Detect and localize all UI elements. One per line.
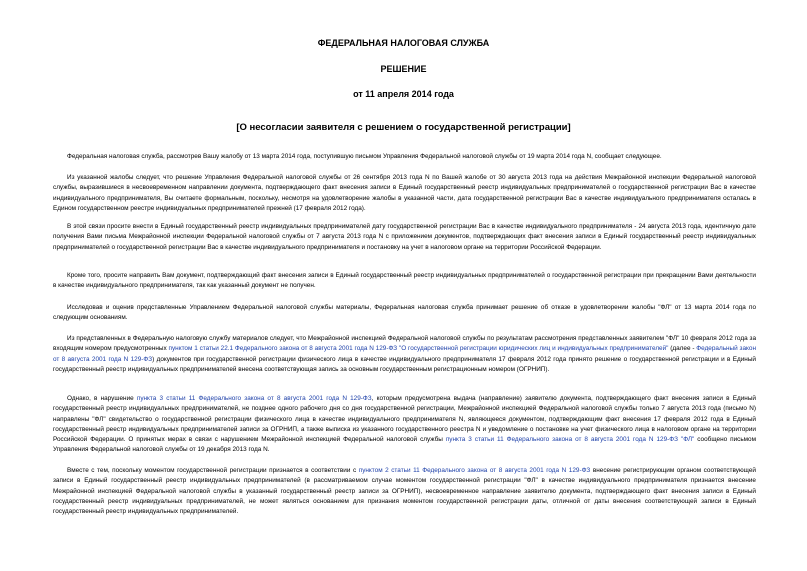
paragraph-2: Из указанной жалобы следует, что решение Управления Федеральной налоговой службы от 26 сентября 2013 года N по Вашей жалобе от 30 августа 2013 года на действия Межрайонной инспекции Федеральной налоговой службы, выразившиеся в несвоевременном направлении документа, подтверждающего факт внесения записи в Единый государственный реестр индивидуальных предпринимателей о государственной регистрации Вас в качестве индивидуального предпринимателя, Вы считаете формальным, поскольку, несмотря на удовлетворение жалобы в указанной части, дата государственной регистрации Вас в качестве индивидуального предпринимателя осталась в Едином государственном реестре индивидуальных предпринимателей прежней (17 февраля 2012 года). [53,174,756,212]
agency-heading: ФЕДЕРАЛЬНАЯ НАЛОГОВАЯ СЛУЖБА [317,38,490,48]
paragraph-8 [53,466,756,517]
law-link-article-11-p3-second[interactable]: пункта 3 статьи 11 Федерального закона от 8 августа 2001 года N 129-ФЗ "ФЛ" [445,436,695,444]
paragraph-4: Кроме того, просите направить Вам документ, подтверждающий факт внесения записи в Единый государственный реестр индивидуальных предпринимателей о государственной регистрации при прекращении Вами деятельности в качестве индивидуального предпринимателя, так как указанный документ не получен. [53,272,756,290]
paragraph-3: В этой связи просите внести в Единый государственный реестр индивидуальных предпринимателей дату государственной регистрации Вас в качестве индивидуального предпринимателя - 24 августа 2013 года, идентичную дате получения Вами письма Межрайонной инспекции Федеральной налоговой службы от 7 августа 2013 года N с приложением документов, подтверждающих факт внесения записи в Единый государственный реестр индивидуальных предпринимателей о государственной регистрации Вас в качестве индивидуального предпринимателя и постановку на учет в налоговом органе на территории Российской Федерации. [53,223,756,251]
paragraph-6-text-b: (далее - [668,345,697,353]
paragraph-8-text-a: Вместе с тем, поскольку моментом государственной регистрации признается в соответствии с [67,467,359,474]
law-link-129-fz[interactable]: Федеральный закон от 8 августа 2001 года N 129-ФЗ [53,345,756,363]
paragraph-6-text-a: Из представленных в Федеральную налоговую службу материалов следует, что Межрайонной инспекцией Федеральной налоговой службы по результатам рассмотрения представленных заявителем "ФЛ" 10 февраля 2012 года за входящим номером предусмотренных [53,335,756,353]
document-date: от 11 апреля 2014 года [353,89,454,99]
paragraph-1: Федеральная налоговая служба, рассмотрев Вашу жалобу от 13 марта 2014 года, поступившую письмом Управления Федеральной налоговой службы от 19 марта 2014 года N, сообщает следующее. [67,153,662,160]
paragraph-7 [53,394,756,456]
paragraph-7-text-b: , которым предусмотрена выдача (направление) заявителю документа, подтверждающего факт внесения записи в Единый государственный реестр индивидуальных предпринимателей, не позднее одного рабочего дня со дня государственной регистрации, Межрайонной инспекцией Федеральной налоговой службы только 7 августа 2013 года (письмо N) направлены "ФЛ" свидетельство о государственной регистрации физического лица в качестве индивидуального предпринимателя N, являющееся документом, подтверждающим факт внесения 17 февраля 2012 года в Единый государственный реестр индивидуальных предпринимателей записи за ОГРНИП, а также выписка из указанного государственного реестра N и уведомление о постановке на учет физического лица в налоговом органе на территории Российской Федерации. О принятых мерах в связи с нарушением Межрайонной инспекцией Федеральной налоговой службы [53,395,756,444]
paragraph-6 [53,334,756,375]
paragraph-8-text-b: внесение регистрирующим органом соответствующей записи в Единый государственный реестр индивидуальных предпринимателей (в рассматриваемом случае моментом государственной регистрации "ФЛ" в качестве индивидуального предпринимателя признается внесение Межрайонной инспекцией Федеральной налоговой службы в указанный государственный реестр записи за ОГРНИП), несвоевременное направление заявителю документа, подтверждающего факт внесения записи в Единый государственный реестр индивидуальных предпринимателей, не может являться основанием для признания моментом государственной регистрации даты, отличной от даты внесения соответствующей записи в Единый государственный реестр индивидуальных предпринимателей. [53,467,756,516]
paragraph-7-text-c: сообщено письмом Управления Федеральной налоговой службы от 19 декабря 2013 года N. [53,436,757,454]
document-subject: [О несогласии заявителя с решением о государственной регистрации] [236,122,571,133]
law-link-article-11-p2[interactable]: пунктом 2 статьи 11 Федерального закона от 8 августа 2001 года N 129-ФЗ [358,467,591,474]
law-link-article-22-1[interactable]: пунктом 1 статьи 22.1 Федерального закона от 8 августа 2001 года N 129-ФЗ "О государственной регистрации юридических лиц и индивидуальных предпринимателей" [168,345,669,353]
paragraph-7-text-a: Однако, в нарушение [67,395,137,402]
law-link-article-11-p3[interactable]: пункта 3 статьи 11 Федерального закона от 8 августа 2001 года N 129-ФЗ [136,395,372,402]
paragraph-5: Исследовав и оценив представленные Управлением Федеральной налоговой службы материалы, Федеральная налоговая служба принимает решение об отказе в удовлетворении жалобы "ФЛ" от 13 марта 2014 года по следующим основаниям. [53,304,756,322]
document-type-heading: РЕШЕНИЕ [380,64,427,74]
paragraph-6-text-c: ) документов при государственной регистрации физического лица в качестве индивидуального предпринимателя 17 февраля 2012 года принято решение о государственной регистрации и в Единый государственный реестр индивидуальных предпринимателей внесена соответствующая запись за основным государственным регистрационным номером (ОГРНИП). [53,355,756,373]
